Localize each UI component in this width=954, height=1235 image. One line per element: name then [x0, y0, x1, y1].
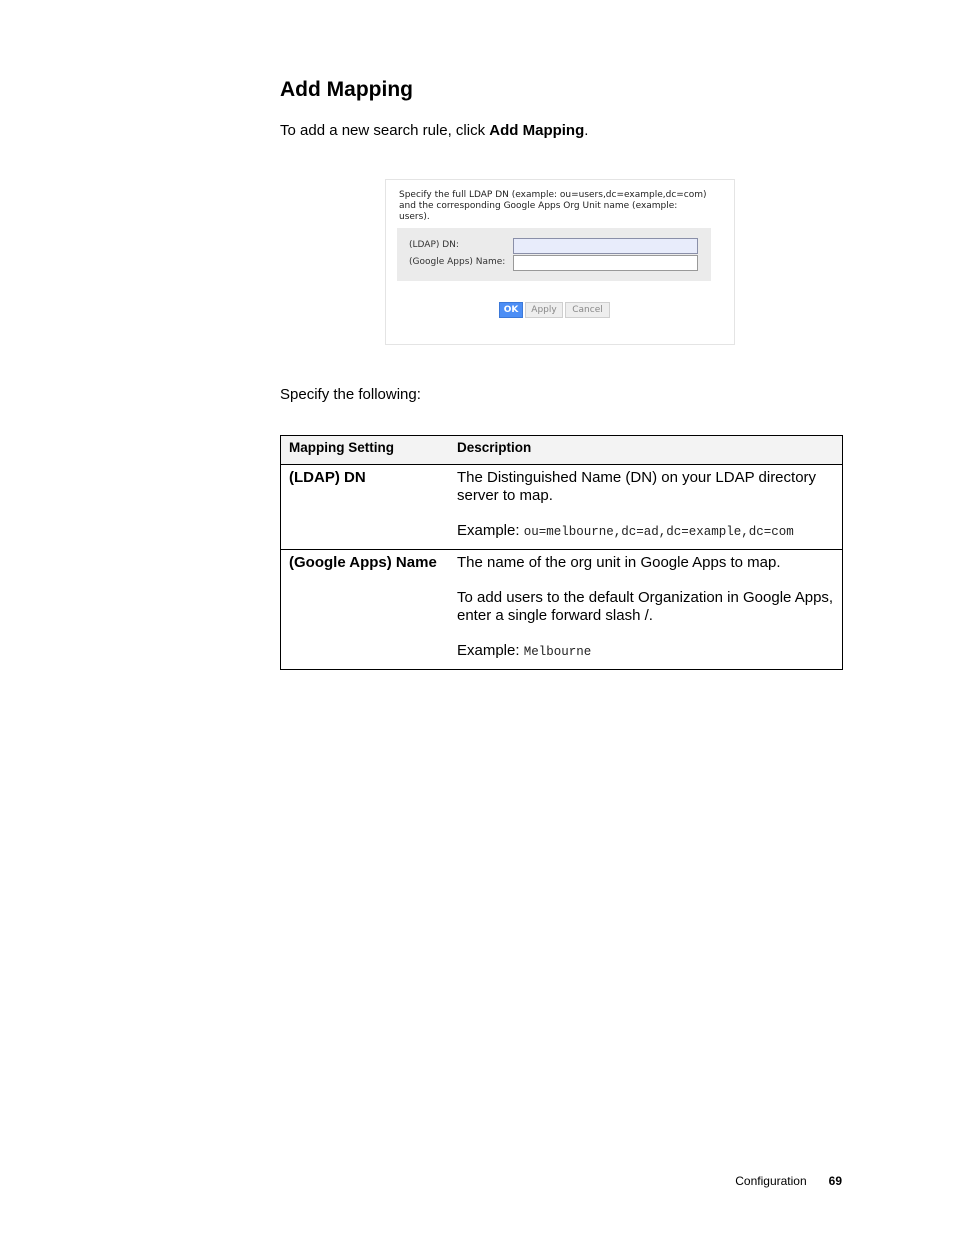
example-label: Example:	[457, 522, 524, 539]
column-header-description: Description	[449, 436, 843, 465]
setting-description: The name of the org unit in Google Apps to map.	[457, 554, 781, 571]
page-footer	[735, 1174, 842, 1188]
ok-button[interactable]: OK	[499, 302, 523, 318]
table-row	[281, 550, 843, 670]
ldap-dn-label: (LDAP) DN:	[409, 240, 459, 250]
page-title: Add Mapping	[280, 78, 413, 101]
intro-paragraph	[280, 122, 588, 139]
setting-description: The Distinguished Name (DN) on your LDAP directory server to map.	[457, 469, 817, 504]
mapping-settings-table	[280, 435, 843, 670]
example-value: Melbourne	[523, 645, 592, 659]
add-mapping-dialog	[385, 179, 735, 345]
setting-example	[457, 642, 834, 661]
google-apps-name-label: (Google Apps) Name:	[409, 257, 506, 267]
setting-example	[457, 522, 834, 541]
setting-name: (LDAP) DN	[289, 469, 366, 486]
example-value: ou=melbourne,dc=ad,dc=example,dc=com	[523, 525, 794, 539]
dialog-instructions: Specify the full LDAP DN (example: ou=users,dc=example,dc=com) and the corresponding Google Apps Org Unit name (example: users).	[399, 190, 707, 222]
footer-section-name: Configuration	[735, 1174, 807, 1188]
mapping-form	[397, 228, 711, 281]
ldap-dn-input[interactable]	[513, 238, 698, 254]
intro-bold-text: Add Mapping	[489, 122, 585, 139]
table-header-row	[281, 436, 843, 465]
google-apps-name-input[interactable]	[513, 255, 698, 271]
page-number: 69	[828, 1174, 842, 1188]
apply-button[interactable]: Apply	[525, 302, 563, 318]
intro-suffix: .	[584, 122, 589, 139]
setting-name: (Google Apps) Name	[289, 554, 437, 571]
intro-text: To add a new search rule, click	[280, 122, 490, 139]
cancel-button[interactable]: Cancel	[565, 302, 610, 318]
table-row	[281, 465, 843, 550]
example-label: Example:	[457, 642, 524, 659]
column-header-setting: Mapping Setting	[281, 436, 450, 465]
setting-description-note: To add users to the default Organization in Google Apps, enter a single forward slash /.	[457, 589, 834, 624]
specify-text: Specify the following:	[280, 386, 421, 403]
